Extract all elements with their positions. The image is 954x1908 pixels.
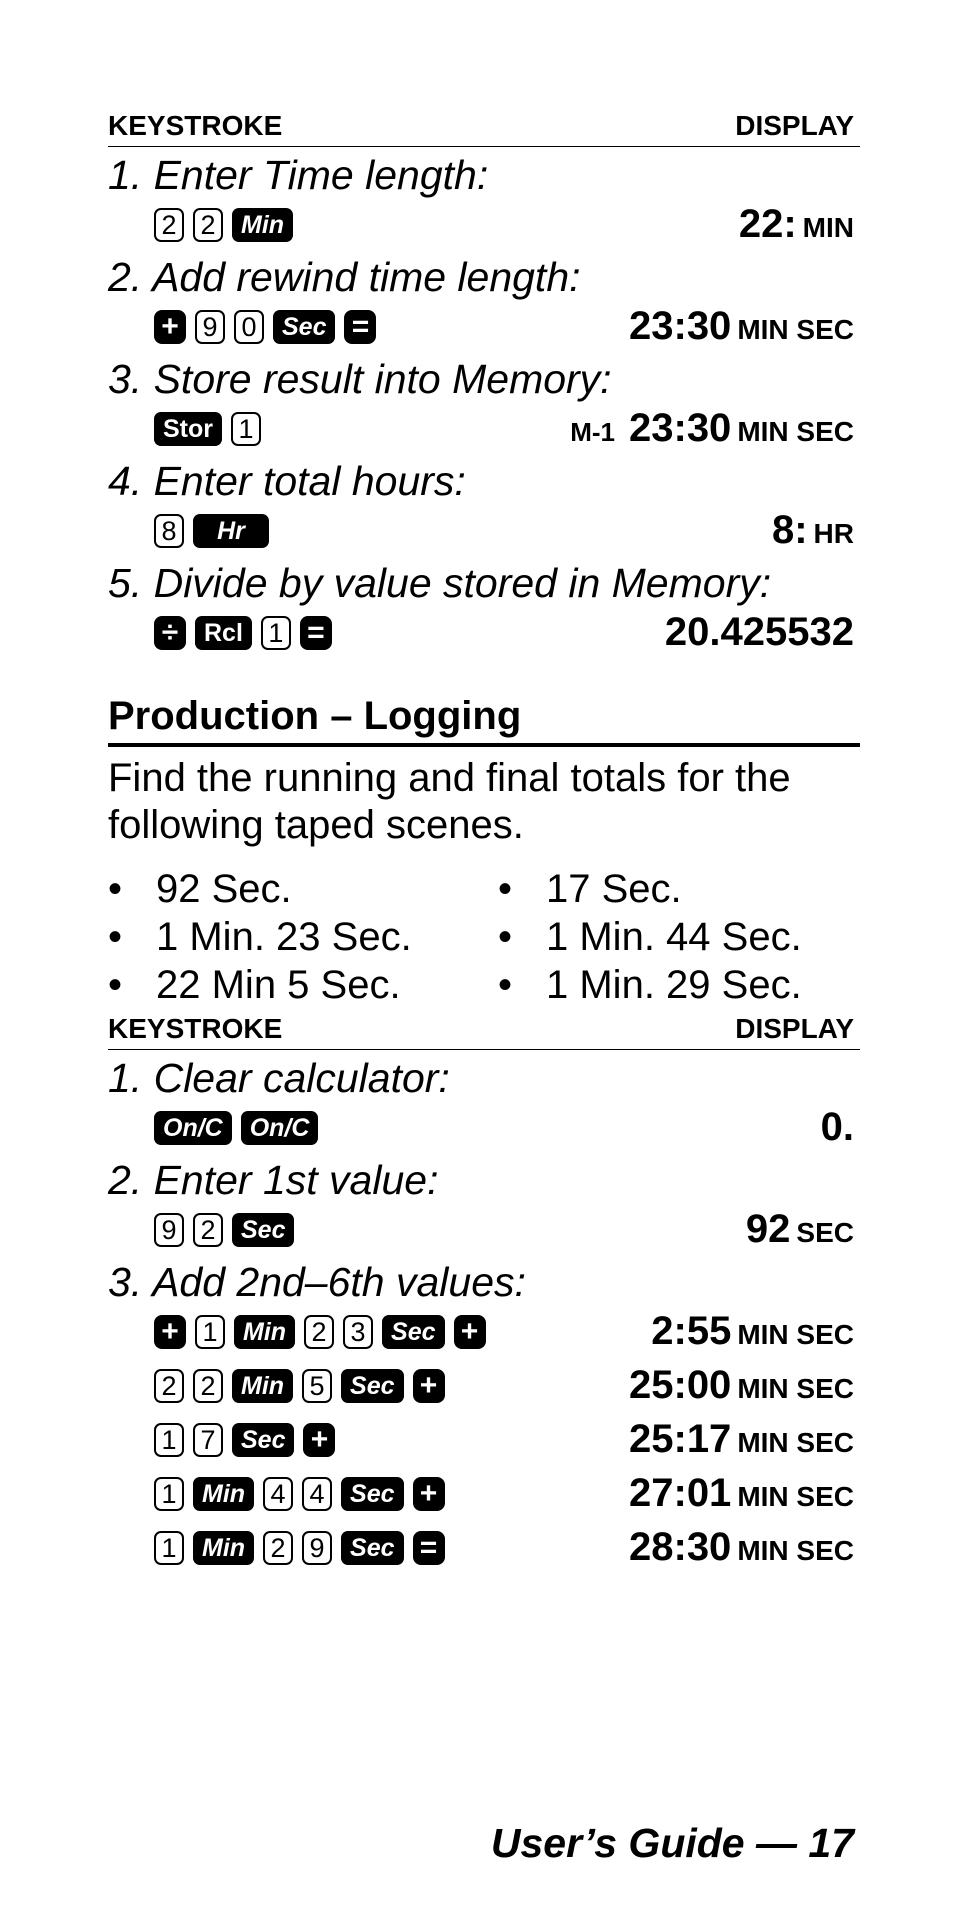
display-value [746, 1207, 854, 1252]
step-label: 3. Add 2nd–6th values: [108, 1259, 526, 1305]
sec-key: Sec [341, 1477, 403, 1511]
keystroke-row [108, 199, 860, 253]
step-label: 1. Enter Time length: [108, 152, 489, 198]
number-key: 0 [234, 310, 264, 344]
display-number: 25:17 [629, 1417, 732, 1461]
number-key: 2 [154, 208, 184, 242]
keystroke-row [108, 1522, 860, 1576]
keystroke-row [108, 607, 860, 661]
display-value [629, 304, 854, 349]
min-key: Min [193, 1477, 254, 1511]
equals-key: = [300, 616, 332, 650]
hr-key: Hr [193, 514, 269, 548]
keystroke-display-header [108, 106, 860, 147]
bullet-icon: • [108, 915, 123, 959]
step-label: 2. Enter 1st value: [108, 1157, 439, 1203]
manual-page [108, 0, 860, 1576]
display-units: HR [813, 518, 854, 549]
onc-key: On/C [154, 1111, 232, 1145]
bullet-icon: • [498, 867, 513, 911]
scene-item [498, 961, 860, 1009]
display-number: 2:55 [651, 1309, 732, 1353]
key-sequence [154, 412, 261, 446]
keystroke-display-header-2 [108, 1009, 860, 1050]
number-key: 1 [231, 412, 261, 446]
display-number: 25:00 [629, 1363, 732, 1407]
display-units: MIN [802, 212, 854, 243]
display-column-heading: DISPLAY [735, 1013, 854, 1044]
step-label: 3. Store result into Memory: [108, 356, 612, 402]
display-number: 22: [738, 202, 797, 246]
scene-item [498, 913, 860, 961]
display-number: 0. [820, 1105, 854, 1149]
sec-key: Sec [232, 1213, 294, 1247]
plus-key: + [303, 1423, 335, 1457]
display-number: 27:01 [629, 1471, 732, 1515]
display-value [665, 610, 854, 655]
number-key: 7 [193, 1423, 223, 1457]
display-number: 8: [771, 508, 808, 552]
bullet-icon: • [108, 963, 123, 1007]
scene-duration: 92 Sec. [156, 867, 292, 911]
number-key: 2 [193, 208, 223, 242]
display-value [629, 1471, 854, 1516]
divide-key: ÷ [154, 616, 186, 650]
keystroke-row [108, 1468, 860, 1522]
keystroke-row [108, 1360, 860, 1414]
number-key: 4 [302, 1477, 332, 1511]
number-key: 9 [302, 1531, 332, 1565]
key-sequence [154, 1369, 445, 1403]
display-number: 23:30 [629, 304, 732, 348]
key-sequence [154, 1423, 335, 1457]
number-key: 5 [302, 1369, 332, 1403]
number-key: 3 [343, 1315, 373, 1349]
bullet-icon: • [498, 963, 513, 1007]
min-key: Min [193, 1531, 254, 1565]
scene-list [108, 865, 860, 1009]
section-heading: Production – Logging [108, 691, 860, 747]
scene-item [108, 913, 498, 961]
number-key: 9 [195, 310, 225, 344]
keystroke-row [108, 301, 860, 355]
sec-key: Sec [341, 1369, 403, 1403]
number-key: 2 [154, 1369, 184, 1403]
stor-key: Stor [154, 412, 222, 446]
key-sequence [154, 310, 376, 344]
plus-key: + [154, 1315, 186, 1349]
number-key: 1 [154, 1531, 184, 1565]
scene-item [108, 961, 498, 1009]
sec-key: Sec [232, 1423, 294, 1457]
sec-key: Sec [382, 1315, 444, 1349]
display-value [629, 1417, 854, 1462]
number-key: 8 [154, 514, 184, 548]
key-sequence [154, 1111, 318, 1145]
keystroke-row [108, 1204, 860, 1258]
plus-key: + [454, 1315, 486, 1349]
scene-duration: 1 Min. 23 Sec. [156, 915, 412, 959]
onc-key: On/C [241, 1111, 319, 1145]
equals-key: = [413, 1531, 445, 1565]
example-steps-table [108, 151, 860, 661]
plus-key: + [413, 1369, 445, 1403]
display-value [739, 202, 854, 247]
scene-item [108, 865, 498, 913]
plus-key: + [154, 310, 186, 344]
number-key: 1 [154, 1477, 184, 1511]
number-key: 4 [263, 1477, 293, 1511]
key-sequence [154, 1315, 486, 1349]
sec-key: Sec [273, 310, 335, 344]
key-sequence [154, 1531, 445, 1565]
equals-key: = [344, 310, 376, 344]
display-units: MIN SEC [737, 416, 854, 447]
page-footer: User’s Guide — 17 [490, 1820, 854, 1866]
display-value [821, 1105, 854, 1150]
scene-duration: 1 Min. 44 Sec. [546, 915, 802, 959]
display-value [772, 508, 854, 553]
keystroke-column-heading: KEYSTROKE [108, 1013, 283, 1044]
key-sequence [154, 616, 332, 650]
sec-key: Sec [341, 1531, 403, 1565]
number-key: 2 [263, 1531, 293, 1565]
keystroke-row [108, 1306, 860, 1360]
display-number: 92 [745, 1207, 791, 1251]
display-number: 23:30 [629, 406, 732, 450]
min-key: Min [234, 1315, 295, 1349]
key-sequence [154, 514, 269, 548]
display-value [651, 1309, 854, 1354]
rcl-key: Rcl [195, 616, 252, 650]
key-sequence [154, 1477, 445, 1511]
display-units: MIN SEC [737, 1481, 854, 1512]
keystroke-row [108, 403, 860, 457]
scene-duration: 22 Min 5 Sec. [156, 963, 401, 1007]
logging-steps-table [108, 1054, 860, 1576]
step-label: 2. Add rewind time length: [108, 254, 581, 300]
number-key: 1 [195, 1315, 225, 1349]
display-value [570, 406, 854, 451]
step-label: 5. Divide by value stored in Memory: [108, 560, 772, 606]
scene-duration: 17 Sec. [546, 867, 682, 911]
keystroke-row [108, 1102, 860, 1156]
min-key: Min [232, 1369, 293, 1403]
bullet-icon: • [108, 867, 123, 911]
plus-key: + [413, 1477, 445, 1511]
display-value [629, 1525, 854, 1570]
display-units: MIN SEC [737, 1373, 854, 1404]
display-column-heading: DISPLAY [735, 110, 854, 141]
display-value [629, 1363, 854, 1408]
min-key: Min [232, 208, 293, 242]
display-number: 20.425532 [664, 610, 854, 654]
keystroke-row [108, 1414, 860, 1468]
number-key: 2 [193, 1369, 223, 1403]
bullet-icon: • [498, 915, 513, 959]
key-sequence [154, 208, 293, 242]
number-key: 1 [261, 616, 291, 650]
display-units: MIN SEC [737, 314, 854, 345]
section-description: Find the running and final totals for the following taped scenes. [108, 756, 791, 847]
step-label: 4. Enter total hours: [108, 458, 466, 504]
scene-duration: 1 Min. 29 Sec. [546, 963, 802, 1007]
display-units: MIN SEC [737, 1535, 854, 1566]
number-key: 2 [304, 1315, 334, 1349]
keystroke-column-heading: KEYSTROKE [108, 110, 283, 141]
scene-item [498, 865, 860, 913]
number-key: 1 [154, 1423, 184, 1457]
display-units: MIN SEC [737, 1319, 854, 1350]
number-key: 2 [193, 1213, 223, 1247]
display-units: MIN SEC [737, 1427, 854, 1458]
display-units: SEC [796, 1217, 854, 1248]
step-label: 1. Clear calculator: [108, 1055, 450, 1101]
number-key: 9 [154, 1213, 184, 1247]
keystroke-row [108, 505, 860, 559]
memory-indicator: M-1 [570, 417, 615, 447]
key-sequence [154, 1213, 294, 1247]
display-number: 28:30 [629, 1525, 732, 1569]
